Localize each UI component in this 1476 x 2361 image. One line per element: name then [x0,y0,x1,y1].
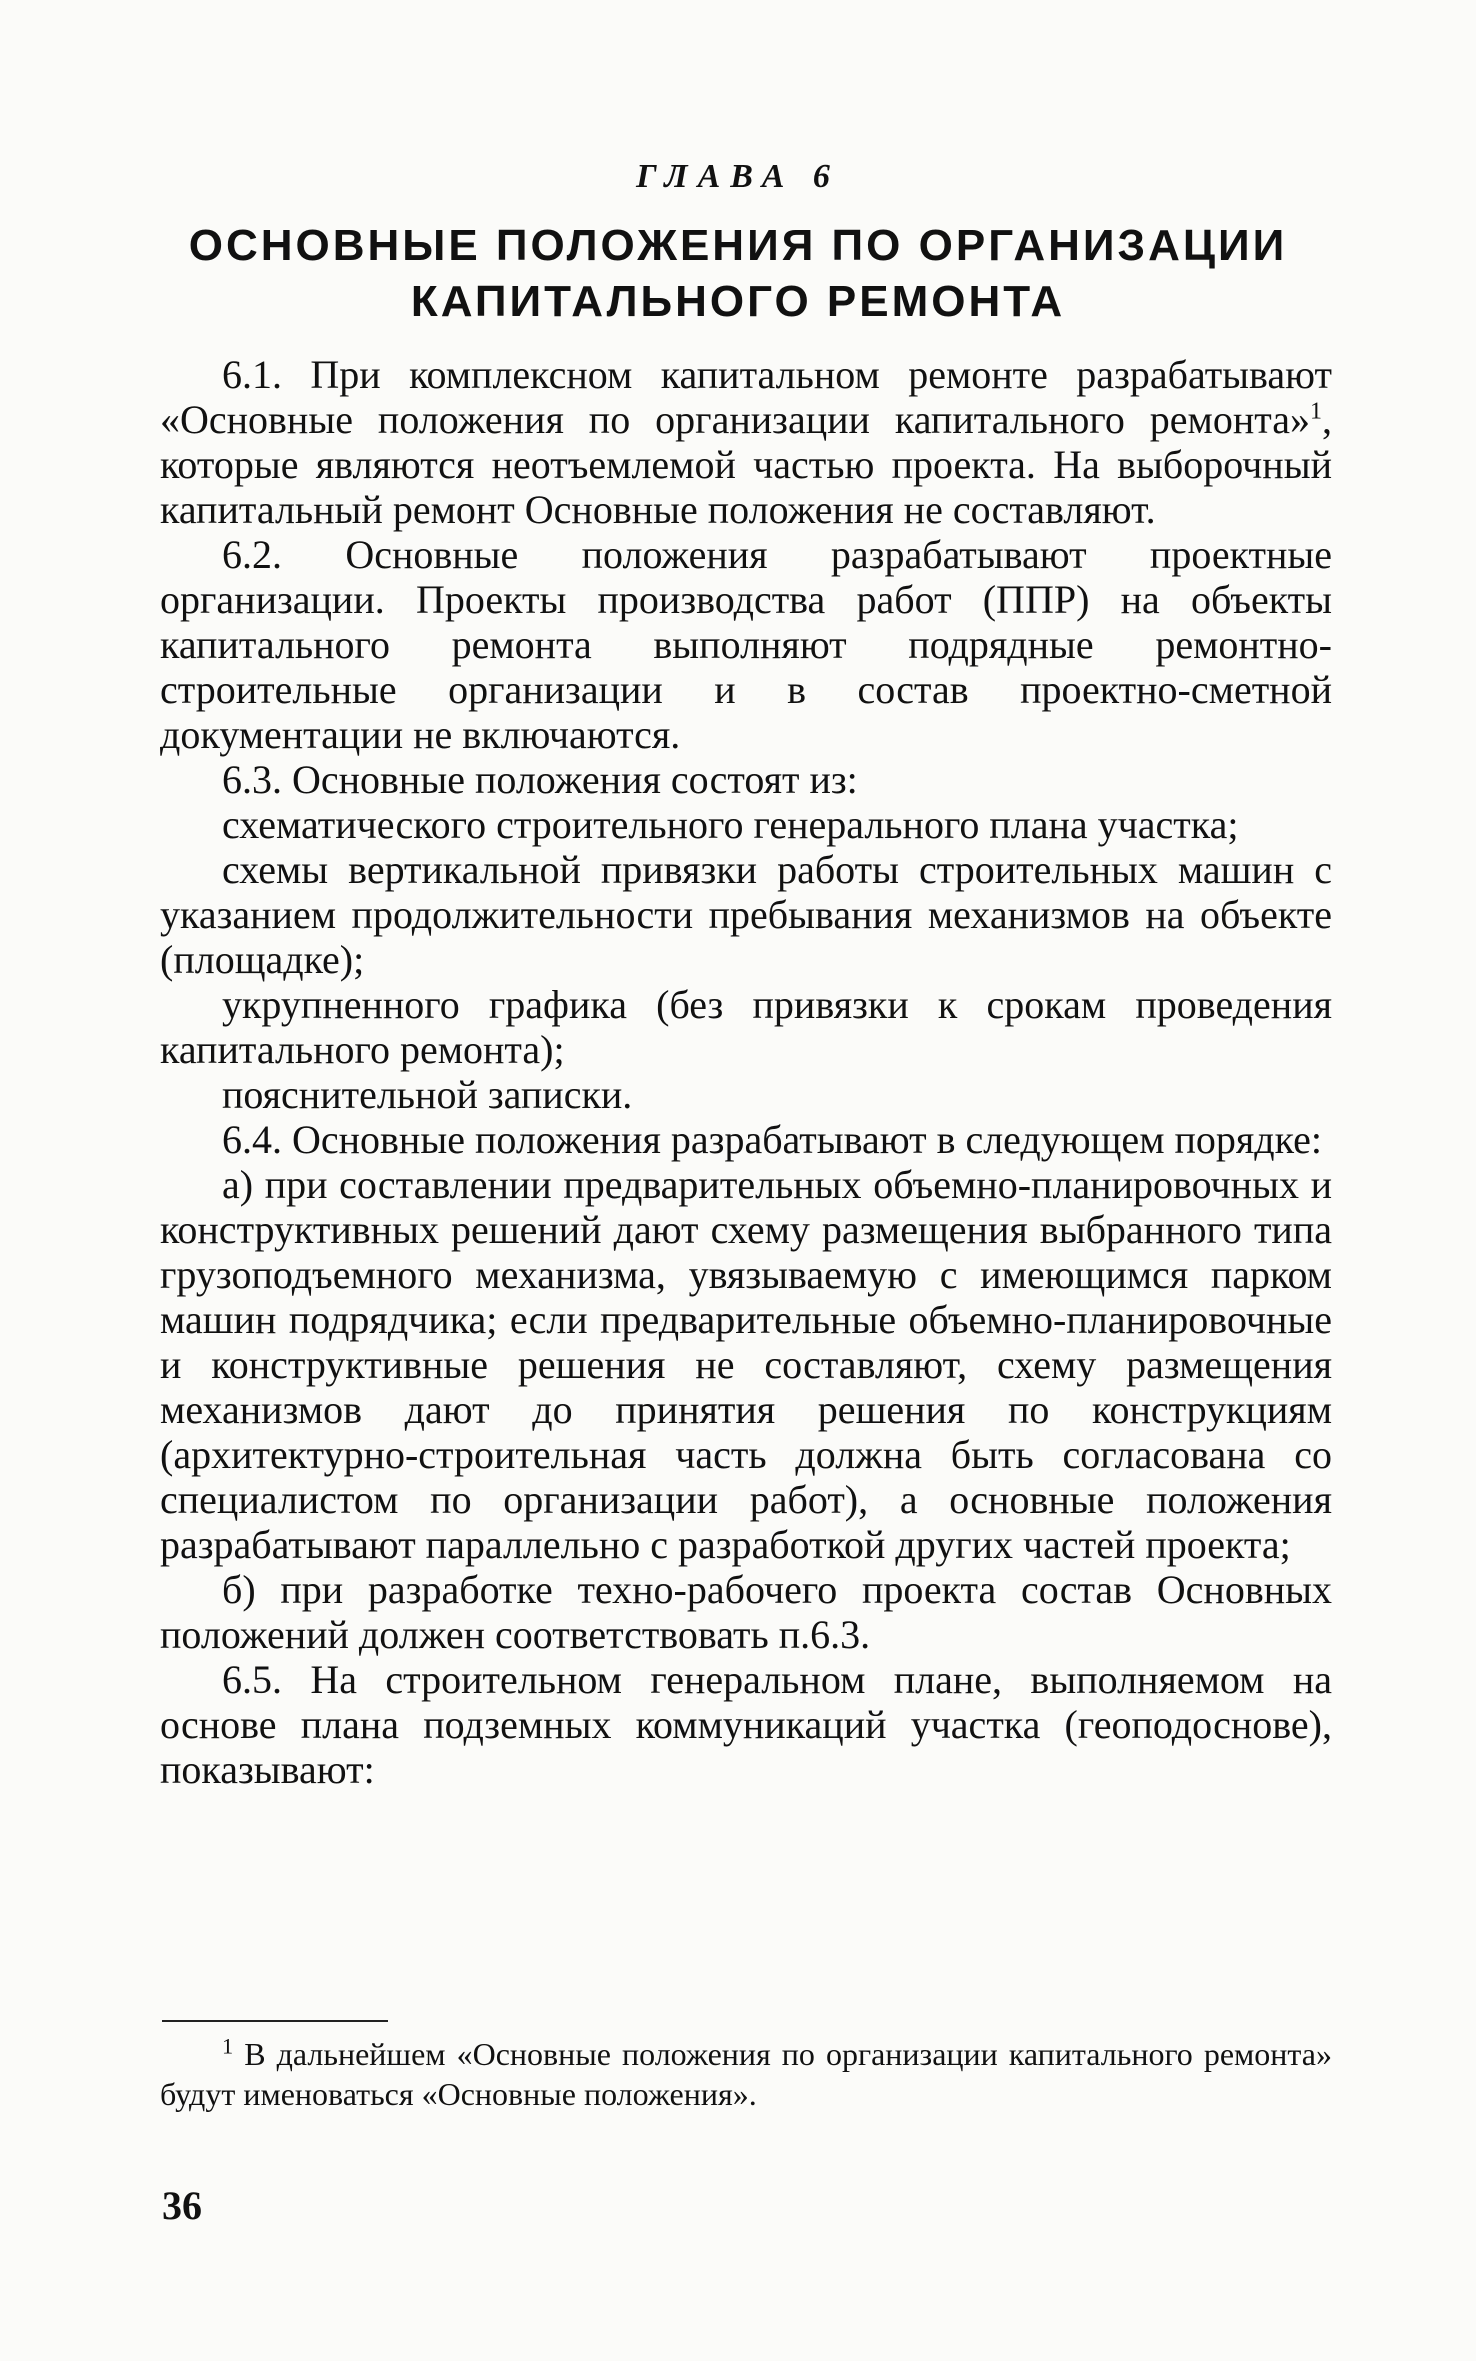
footnote-text: В дальнейшем «Основные положения по организации капитального ремонта» будут именоваться «Основные положения». [160,2036,1332,2112]
paragraph-6-3-item-4: пояснительной записки. [222,1072,633,1117]
footnote [160,2034,1332,2114]
paragraph-6-3-item-3: укрупненного графика (без привязки к срокам проведения капитального ремонта); [160,982,1332,1072]
paragraph-6-1-start: 6.1. При комплексном капитальном ремонте разрабатывают «Основные положения по организации капитального ремонта» [160,352,1332,442]
footnote-reference: 1 [1310,398,1322,425]
paragraph-6-2: 6.2. Основные положения разрабатывают проектные организации. Проекты производства работ (ППР) на объекты капитального ремонта выполняют подрядные ремонтно-строительные организации и в состав проектно-сметной документации не включаются. [160,532,1332,757]
paragraph-6-4-a: а) при составлении предварительных объемно-планировочных и конструктивных решений дают схему размещения выбранного типа грузоподъемного механизма, увязываемую с имеющимся парком машин подрядчика; если предварительные объемно-планировочные и конструктивные решения не составляют, схему размещения механизмов дают до принятия решения по конструкциям (архитектурно-строительная часть должна быть согласована со специалистом по организации работ), а основные положения разрабатывают параллельно с разработкой других частей проекта; [160,1162,1332,1567]
body-text [160,352,1332,1792]
chapter-title [160,218,1316,330]
paragraph-6-3-item-2: схемы вертикальной привязки работы строительных машин с указанием продолжительности пребывания механизмов на объекте (площадке); [160,847,1332,982]
paragraph-6-3-item-1: схематического строительного генерального плана участка; [222,802,1239,847]
paragraph-6-4-b: б) при разработке техно-рабочего проекта состав Основных положений должен соответствовать п.6.3. [160,1567,1332,1657]
footnote-mark: 1 [222,2033,234,2059]
paragraph-6-4: 6.4. Основные положения разрабатывают в следующем порядке: [222,1117,1322,1162]
page-number: 36 [162,2183,202,2228]
footnote-divider [162,2020,388,2022]
paragraph-6-3: 6.3. Основные положения состоят из: [222,757,858,802]
paragraph-6-1 [160,352,1332,532]
chapter-title-line-2: КАПИТАЛЬНОГО РЕМОНТА [410,277,1066,326]
chapter-label: ГЛАВА 6 [636,158,840,195]
paragraph-6-5: 6.5. На строительном генеральном плане, выполняемом на основе плана подземных коммуникаций участка (геоподоснове), показывают: [160,1657,1332,1792]
paragraph-6-1-end: , которые являются неотъемлемой частью проекта. На выборочный капитальный ремонт Основные положения не составляют. [160,397,1332,532]
chapter-title-line-1: ОСНОВНЫЕ ПОЛОЖЕНИЯ ПО ОРГАНИЗАЦИИ [188,221,1288,270]
